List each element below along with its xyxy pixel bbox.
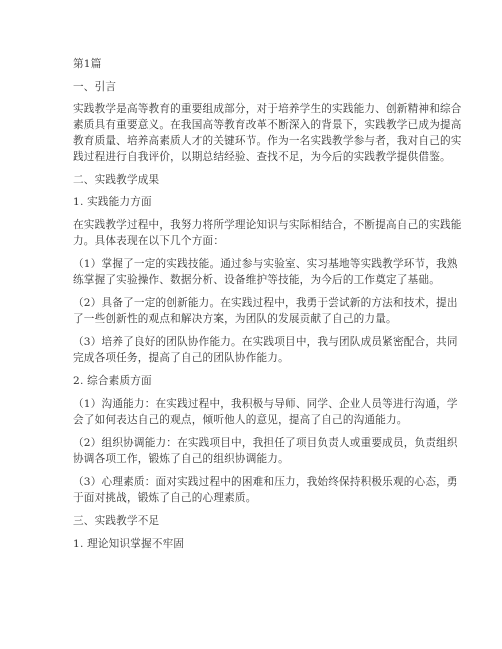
list-item-line: 协调各项工作，锻炼了自己的组织协调能力。: [73, 453, 289, 465]
subsection-heading-practical-ability: 1. 实践能力方面: [73, 196, 152, 208]
section-heading-results: 二、实践教学成果: [73, 174, 160, 186]
list-item-line: 了一些创新性的观点和解决方案，为团队的发展贡献了自己的力量。: [73, 313, 397, 325]
intro-line-2: 素质具有重要意义。在我国高等教育改革不断深入的背景下，实践教学已成为提高: [73, 119, 462, 131]
intro-line-1: 实践教学是高等教育的重要组成部分，对于培养学生的实践能力、创新精神和综合: [73, 103, 462, 115]
list-item-line: （3）心理素质：面对实践过程中的困难和压力，我始终保持积极乐观的心态，勇: [73, 476, 458, 488]
list-item-line: 练掌握了实验操作、数据分析、设备维护等技能，为今后的工作奠定了基础。: [73, 274, 440, 286]
part-title: 第1篇: [73, 58, 102, 70]
list-item-line: 会了如何表达自己的观点，倾听他人的意见，提高了自己的沟通能力。: [73, 414, 408, 426]
list-item-line: 完成各项任务，提高了自己的团队协作能力。: [73, 352, 289, 364]
paragraph-line: 在实践教学过程中，我努力将所学理论知识与实际相结合，不断提高自己的实践能: [73, 219, 462, 231]
list-item-line: （1）掌握了一定的实践技能。通过参与实验室、实习基地等实践教学环节，我熟: [73, 258, 458, 270]
section-heading-intro: 一、引言: [73, 81, 117, 93]
list-item-line: （2）组织协调能力：在实践项目中，我担任了项目负责人或重要成员，负责组织: [73, 437, 458, 449]
intro-line-4: 践过程进行自我评价，以期总结经验、查找不足，为今后的实践教学提供借鉴。: [73, 151, 451, 163]
list-item-line: （3）培养了良好的团队协作能力。在实践项目中，我与团队成员紧密配合，共同: [73, 336, 458, 348]
list-item-line: 于面对挑战，锻炼了自己的心理素质。: [73, 492, 257, 504]
section-heading-shortcomings: 三、实践教学不足: [73, 515, 160, 527]
subsection-heading-overall-quality: 2. 综合素质方面: [73, 375, 152, 387]
list-item-line: （1）沟通能力：在实践过程中，我积极与导师、同学、企业人员等进行沟通，学: [73, 398, 458, 410]
paragraph-line: 力。具体表现在以下几个方面：: [73, 235, 225, 247]
list-item-line: （2）具备了一定的创新能力。在实践过程中，我勇于尝试新的方法和技术，提出: [73, 297, 458, 309]
intro-line-3: 教育质量、培养高素质人才的关键环节。作为一名实践教学参与者，我对自己的实: [73, 135, 462, 147]
subsection-heading-theory: 1. 理论知识掌握不牢固: [73, 538, 185, 550]
